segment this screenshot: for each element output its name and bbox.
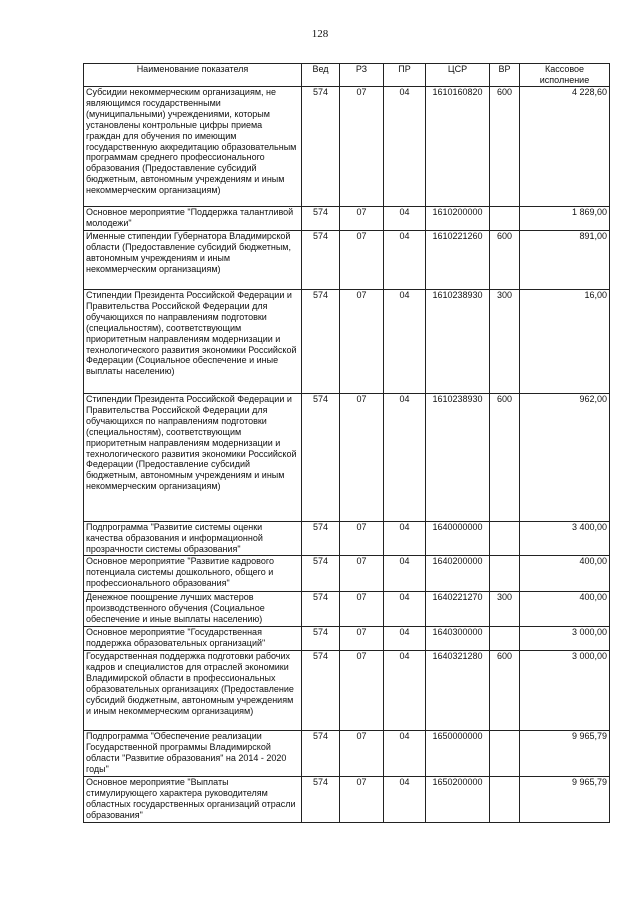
row-ved: 574 [302, 87, 340, 207]
table-row [84, 207, 610, 231]
row-csr: 1640221270 [426, 592, 490, 627]
row-amount: 1 869,00 [520, 207, 610, 231]
row-csr: 1640321280 [426, 651, 490, 731]
row-vr: 300 [490, 592, 520, 627]
row-vr [490, 522, 520, 556]
row-pr: 04 [384, 556, 426, 592]
row-ved: 574 [302, 592, 340, 627]
row-name: Подпрограмма "Развитие системы оценки качества образования и информационной прозрачности системы образования" [84, 522, 302, 556]
header-csr: ЦСР [426, 64, 490, 87]
row-name: Именные стипендии Губернатора Владимирской области (Предоставление субсидий бюджетным, автономным учреждениям и иным некоммерческим организациям) [84, 231, 302, 290]
row-name: Государственная поддержка подготовки рабочих кадров и специалистов для отраслей экономики Владимирской области в профессиональных образовательных организациях (Предоставление субсидий бюджетным, автономным учреждениям и иным некоммерческим организациям) [84, 651, 302, 731]
table-row [84, 592, 610, 627]
row-csr: 1640200000 [426, 556, 490, 592]
row-ved: 574 [302, 394, 340, 522]
row-amount: 3 400,00 [520, 522, 610, 556]
row-csr: 1640300000 [426, 627, 490, 651]
table-row [84, 651, 610, 731]
row-amount: 9 965,79 [520, 777, 610, 823]
table-row [84, 777, 610, 823]
row-name: Субсидии некоммерческим организациям, не являющимся государственными (муниципальными) учреждениями, которым установлены контрольные цифры приема граждан для обучения по имеющим государственную аккредитацию образовательным программам среднего профессионального образования (Предоставление субсидий бюджетным, автономным учреждениям и иным некоммерческим организациям) [84, 87, 302, 207]
row-ved: 574 [302, 290, 340, 394]
row-pr: 04 [384, 592, 426, 627]
row-rz: 07 [340, 777, 384, 823]
row-vr: 300 [490, 290, 520, 394]
row-vr [490, 731, 520, 777]
row-rz: 07 [340, 522, 384, 556]
row-rz: 07 [340, 290, 384, 394]
row-rz: 07 [340, 87, 384, 207]
row-amount: 9 965,79 [520, 731, 610, 777]
row-csr: 1610238930 [426, 394, 490, 522]
table-row [84, 87, 610, 207]
row-csr: 1610160820 [426, 87, 490, 207]
row-pr: 04 [384, 777, 426, 823]
row-amount: 400,00 [520, 592, 610, 627]
row-amount: 3 000,00 [520, 627, 610, 651]
row-csr: 1610221260 [426, 231, 490, 290]
row-pr: 04 [384, 627, 426, 651]
header-name: Наименование показателя [84, 64, 302, 87]
row-ved: 574 [302, 777, 340, 823]
row-pr: 04 [384, 87, 426, 207]
row-name: Подпрограмма "Обеспечение реализации Государственной программы Владимирской области "Развитие образования" на 2014 - 2020 годы" [84, 731, 302, 777]
table-row [84, 627, 610, 651]
table-row [84, 394, 610, 522]
row-rz: 07 [340, 592, 384, 627]
table-row [84, 290, 610, 394]
row-ved: 574 [302, 731, 340, 777]
row-vr [490, 777, 520, 823]
table-row [84, 556, 610, 592]
row-rz: 07 [340, 651, 384, 731]
row-name: Стипендии Президента Российской Федерации и Правительства Российской Федерации для обучающихся по направлениям подготовки (специальностям), соответствующим приоритетным направлениям модернизации и технологического развития экономики Российской Федерации (Социальное обеспечение и иные выплаты населению) [84, 290, 302, 394]
row-name: Основное мероприятие "Поддержка талантливой молодежи" [84, 207, 302, 231]
row-csr: 1650000000 [426, 731, 490, 777]
row-ved: 574 [302, 522, 340, 556]
row-pr: 04 [384, 522, 426, 556]
row-name: Основное мероприятие "Развитие кадрового потенциала системы дошкольного, общего и профессионального образования" [84, 556, 302, 592]
row-vr: 600 [490, 87, 520, 207]
row-rz: 07 [340, 207, 384, 231]
row-amount: 962,00 [520, 394, 610, 522]
row-pr: 04 [384, 290, 426, 394]
row-rz: 07 [340, 394, 384, 522]
row-name: Основное мероприятие "Выплаты стимулирующего характера руководителям областных государственных организаций отрасли образования" [84, 777, 302, 823]
row-csr: 1610200000 [426, 207, 490, 231]
header-rz: РЗ [340, 64, 384, 87]
row-pr: 04 [384, 394, 426, 522]
header-ved: Вед [302, 64, 340, 87]
row-name: Денежное поощрение лучших мастеров производственного обучения (Социальное обеспечение и иные выплаты населению) [84, 592, 302, 627]
row-ved: 574 [302, 556, 340, 592]
row-vr: 600 [490, 231, 520, 290]
row-pr: 04 [384, 231, 426, 290]
row-name: Стипендии Президента Российской Федерации и Правительства Российской Федерации для обучающихся по направлениям подготовки (специальностям), соответствующим приоритетным направлениям модернизации и технологического развития экономики Российской Федерации (Предоставление субсидий бюджетным, автономным учреждениям и иным некоммерческим организациям) [84, 394, 302, 522]
row-rz: 07 [340, 231, 384, 290]
row-vr: 600 [490, 394, 520, 522]
row-ved: 574 [302, 207, 340, 231]
row-pr: 04 [384, 207, 426, 231]
row-vr [490, 207, 520, 231]
header-pr: ПР [384, 64, 426, 87]
row-csr: 1610238930 [426, 290, 490, 394]
row-ved: 574 [302, 651, 340, 731]
row-amount: 16,00 [520, 290, 610, 394]
row-rz: 07 [340, 731, 384, 777]
row-csr: 1640000000 [426, 522, 490, 556]
row-rz: 07 [340, 627, 384, 651]
table-header-row [84, 64, 610, 87]
row-pr: 04 [384, 731, 426, 777]
row-ved: 574 [302, 627, 340, 651]
row-ved: 574 [302, 231, 340, 290]
row-csr: 1650200000 [426, 777, 490, 823]
row-pr: 04 [384, 651, 426, 731]
row-amount: 400,00 [520, 556, 610, 592]
row-name: Основное мероприятие "Государственная поддержка образовательных организаций" [84, 627, 302, 651]
row-vr [490, 556, 520, 592]
header-amount: Кассовое исполнение [520, 64, 610, 87]
page-number: 128 [311, 28, 329, 40]
row-amount: 891,00 [520, 231, 610, 290]
row-vr: 600 [490, 651, 520, 731]
row-vr [490, 627, 520, 651]
budget-execution-table [83, 63, 610, 823]
header-vr: ВР [490, 64, 520, 87]
row-rz: 07 [340, 556, 384, 592]
row-amount: 3 000,00 [520, 651, 610, 731]
table-row [84, 731, 610, 777]
table-row [84, 522, 610, 556]
table-row [84, 231, 610, 290]
row-amount: 4 228,60 [520, 87, 610, 207]
